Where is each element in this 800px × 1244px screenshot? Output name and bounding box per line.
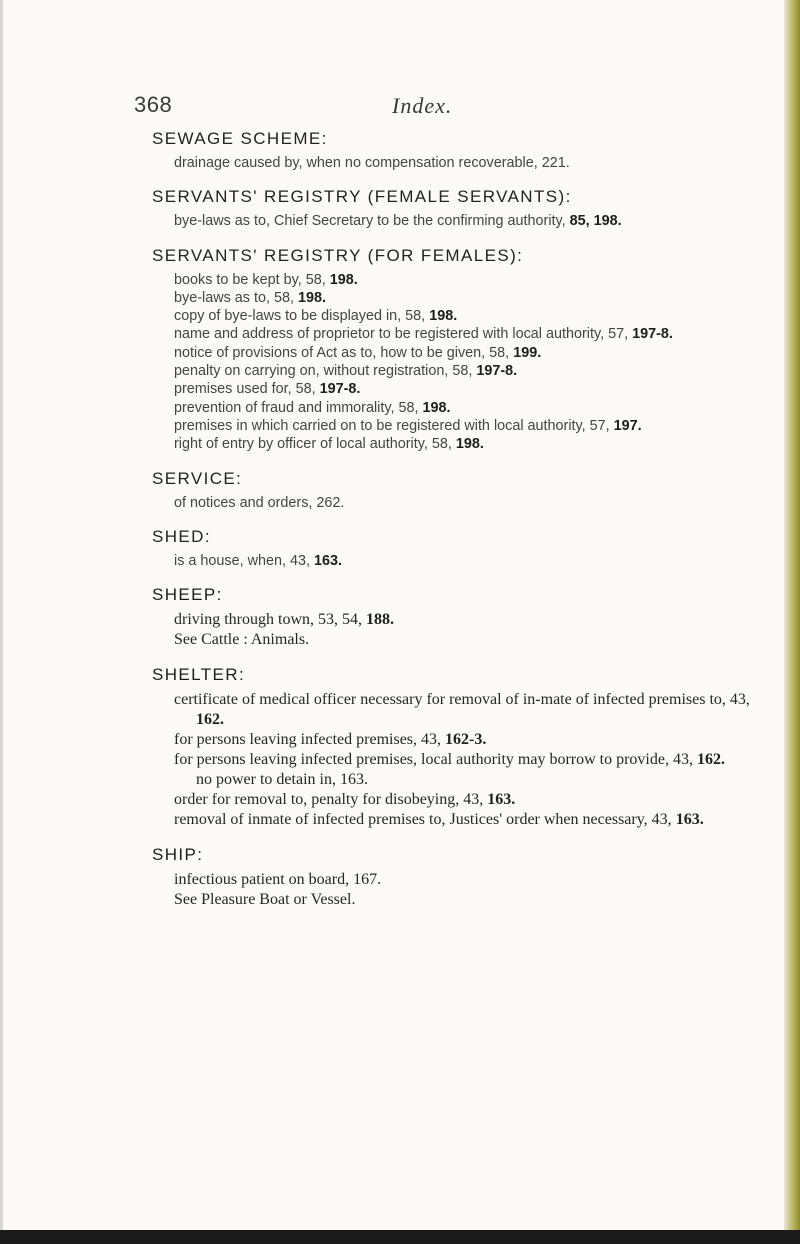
index-section [152,468,752,512]
entry-text: premises in which carried on to be registered with local authority, 57, [174,417,610,434]
entry-page-ref: 199. [513,344,542,361]
section-heading: SERVANTS' REGISTRY (FOR FEMALES): [152,245,524,265]
entry-text: drainage caused by, when no compensation recoverable, 221. [174,155,570,171]
entry-text: copy of bye-laws to be displayed in, 58, [174,308,426,325]
entry-page-ref: 197. [613,417,642,434]
entry-text: order for removal to, penalty for disobeying, 43, [174,791,484,809]
section-heading: SHED: [152,526,211,546]
entry-text: is a house, when, 43, [174,552,311,569]
index-entry [196,770,752,790]
index-entry [174,307,752,325]
entry-text: of notices and orders, 262. [174,494,345,511]
entry-text: right of entry by officer of local authority, 58, [174,436,452,453]
entry-text: bye-laws as to, 58, [174,289,294,306]
entry-text: See Cattle : Animals. [174,631,310,649]
index-section [152,584,752,650]
index-section [152,526,752,570]
index-section [152,245,752,454]
entry-text: no power to detain in, 163. [196,771,368,789]
index-entry [174,810,752,830]
entry-text: books to be kept by, 58, [174,271,326,288]
index-entry [174,380,752,398]
entry-text: certificate of medical officer necessary for removal of in-mate of infected premises to, 43, [174,691,750,709]
index-section [152,844,752,910]
index-entry [174,790,752,810]
index-entries [152,128,752,924]
page-left-edge [0,0,3,1244]
entry-page-ref: 163. [314,552,343,569]
entry-page-ref: 198. [422,399,451,416]
entry-page-ref: 197-8. [319,381,361,398]
index-entry [174,154,752,172]
entry-text: removal of inmate of infected premises to, Justices' order when necessary, 43, [174,811,672,829]
entry-page-ref: 162. [196,711,224,729]
index-entry [174,690,752,730]
entry-page-ref: 163. [675,811,704,829]
entry-text: driving through town, 53, 54, [174,611,362,629]
index-entry [174,417,752,435]
running-head: Index. [392,93,453,118]
entry-page-ref: 197-8. [476,363,518,380]
entry-text: name and address of proprietor to be registered with local authority, 57, [174,326,629,343]
index-section [152,128,752,172]
entry-page-ref: 162. [696,751,725,769]
index-entry [174,325,752,343]
book-spine-edge [784,0,800,1244]
section-heading: SHELTER: [152,665,246,685]
entry-text: infectious patient on board, 167. [174,871,382,889]
index-entry [174,552,752,570]
index-entry [174,289,752,307]
entry-page-ref: 163. [487,791,516,809]
section-heading: SHEEP: [152,585,223,605]
entry-text: bye-laws as to, Chief Secretary to be the confirming authority, [174,213,566,230]
entry-text: for persons leaving infected premises, local authority may borrow to provide, 43, [174,751,693,769]
index-section [152,186,752,230]
section-heading: SHIP: [152,845,204,865]
index-entry [174,435,752,453]
index-entry [174,750,752,770]
index-section [152,664,752,830]
section-heading: SERVANTS' REGISTRY (FEMALE SERVANTS): [152,187,572,207]
entry-text: See Pleasure Boat or Vessel. [174,891,356,909]
entry-text: prevention of fraud and immorality, 58, [174,399,419,416]
entry-page-ref: 162-3. [445,731,487,749]
entry-text: notice of provisions of Act as to, how to be given, 58, [174,344,510,361]
index-entry [174,399,752,417]
index-entry [174,344,752,362]
entry-page-ref: 198. [297,289,326,306]
entry-page-ref: 85, 198. [569,213,622,230]
entry-page-ref: 198. [329,271,358,288]
index-entry [174,271,752,289]
page-number: 368 [134,92,173,117]
entry-page-ref: 188. [366,611,394,629]
index-entry [174,212,752,230]
index-entry [174,362,752,380]
index-entry [174,630,752,650]
index-entry [174,494,752,512]
entry-text: for persons leaving infected premises, 43, [174,731,442,749]
index-entry [174,870,752,890]
entry-page-ref: 198. [455,436,484,453]
entry-page-ref: 198. [429,308,458,325]
section-heading: SERVICE: [152,468,243,488]
index-entry [174,730,752,750]
scan-bottom-border [0,1230,800,1244]
entry-page-ref: 197-8. [632,326,673,343]
entry-text: premises used for, 58, [174,381,316,398]
entry-text: penalty on carrying on, without registration, 58, [174,363,473,380]
index-entry [174,890,752,910]
section-heading: SEWAGE SCHEME: [152,129,328,148]
index-entry [174,610,752,630]
